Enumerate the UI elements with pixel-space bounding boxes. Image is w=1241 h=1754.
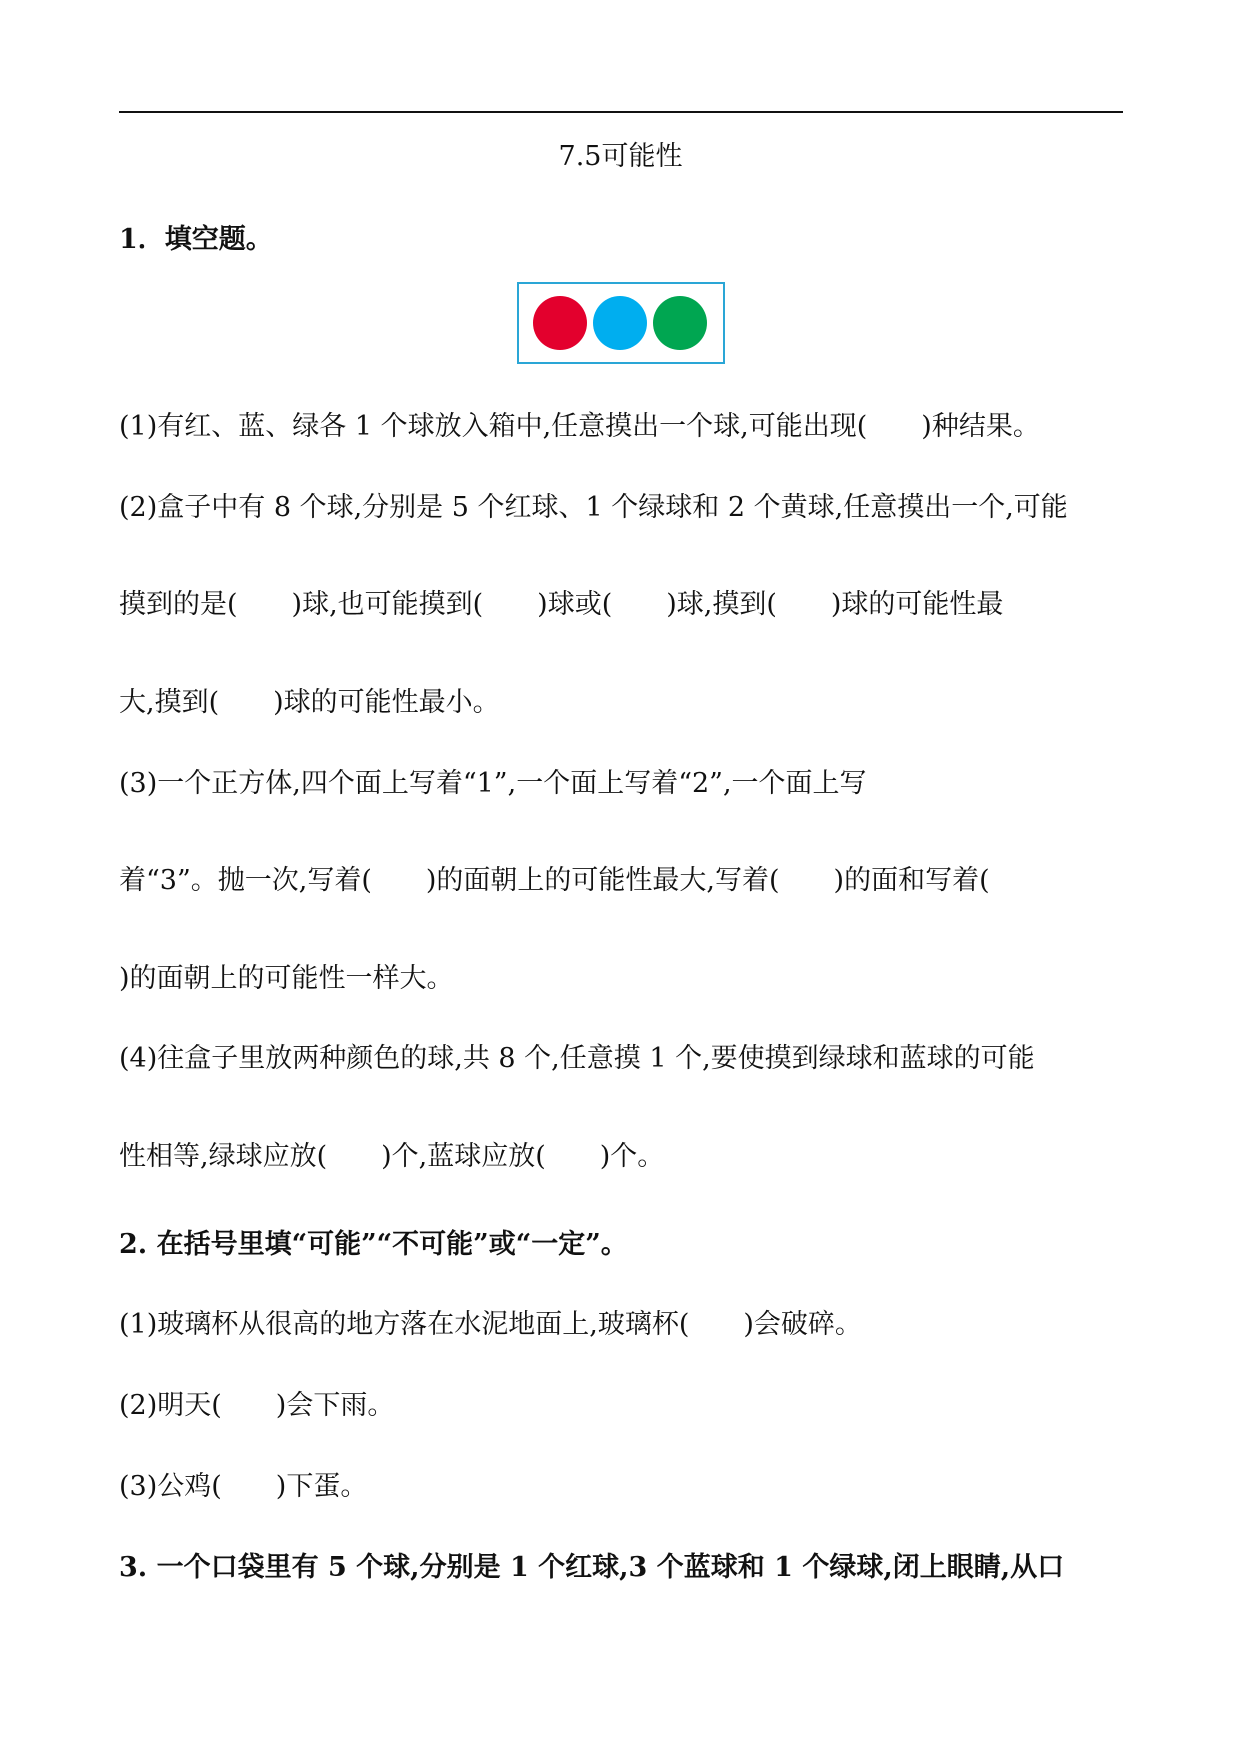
- question-1-4-line-1: (4)往盒子里放两种颜色的球,共 8 个,任意摸 1 个,要使摸到绿球和蓝球的可能: [119, 1043, 1035, 1074]
- section-2-heading: 2. 在括号里填“可能”“不可能”或“一定”。: [119, 1229, 628, 1260]
- blue-ball: [593, 296, 647, 350]
- red-ball: [533, 296, 587, 350]
- ball-figure: [517, 282, 725, 364]
- question-1-3-line-1: (3)一个正方体,四个面上写着“1”,一个面上写着“2”,一个面上写: [119, 768, 867, 799]
- question-1-1: (1)有红、蓝、绿各 1 个球放入箱中,任意摸出一个球,可能出现( )种结果。: [119, 411, 1040, 442]
- question-1-2-line-3: 大,摸到( )球的可能性最小。: [119, 687, 500, 718]
- question-1-4-line-2: 性相等,绿球应放( )个,蓝球应放( )个。: [119, 1141, 665, 1172]
- section-3-heading: 3. 一个口袋里有 5 个球,分别是 1 个红球,3 个蓝球和 1 个绿球,闭上眼睛,从口: [119, 1552, 1065, 1583]
- green-ball: [653, 296, 707, 350]
- question-1-3-line-3: )的面朝上的可能性一样大。: [119, 963, 454, 994]
- page-title: 7.5可能性: [558, 141, 683, 172]
- question-2-3: (3)公鸡( )下蛋。: [119, 1471, 368, 1502]
- question-1-2-line-1: (2)盒子中有 8 个球,分别是 5 个红球、1 个绿球和 2 个黄球,任意摸出一个,可能: [119, 492, 1068, 523]
- question-2-2: (2)明天( )会下雨。: [119, 1390, 395, 1421]
- section-1-heading: 1．填空题。: [119, 224, 273, 255]
- question-1-3-line-2: 着“3”。抛一次,写着( )的面朝上的可能性最大,写着( )的面和写着(: [119, 865, 990, 896]
- question-2-1: (1)玻璃杯从很高的地方落在水泥地面上,玻璃杯( )会破碎。: [119, 1309, 862, 1340]
- question-1-2-line-2: 摸到的是( )球,也可能摸到( )球或( )球,摸到( )球的可能性最: [119, 589, 1004, 620]
- header-rule: [119, 111, 1123, 113]
